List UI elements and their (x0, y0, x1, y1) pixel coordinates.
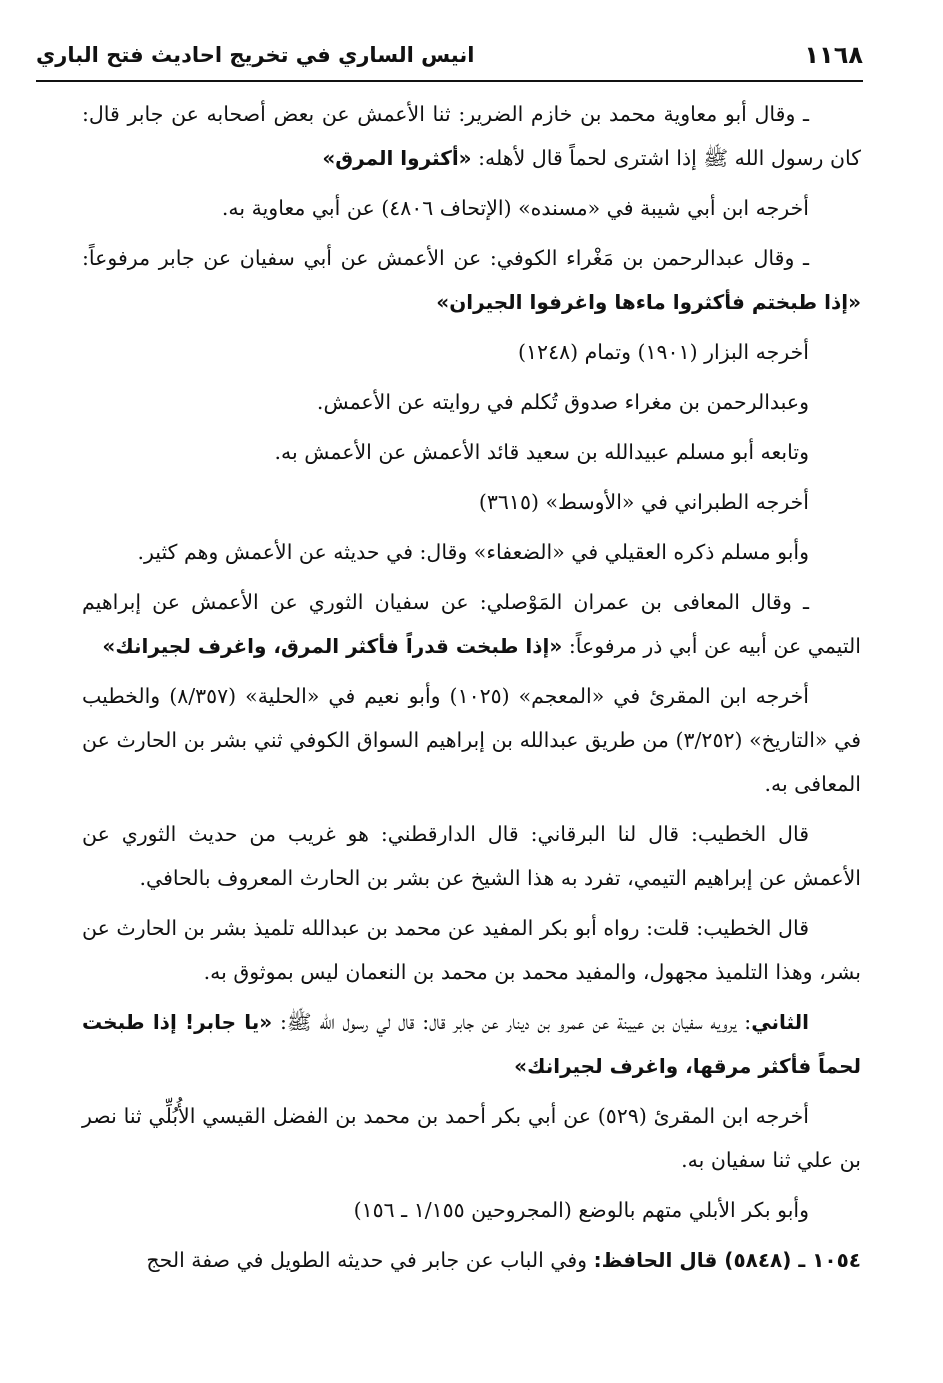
page-number: ١١٦٨ (804, 41, 863, 69)
paragraph (82, 1188, 861, 1232)
text-run: وعبدالرحمن بن مغراء صدوق تُكلم في روايته عن الأعمش. (316, 390, 809, 414)
running-title: انيس الساري في تخريج احاديث فتح الباري (36, 43, 475, 67)
paragraph (82, 580, 861, 668)
paragraph (82, 674, 861, 806)
paragraph (82, 430, 861, 474)
text-run: أخرجه ابن أبي شيبة في «مسنده» (الإتحاف ٤٨٠٦) عن أبي معاوية به. (221, 196, 809, 220)
bold-text: «إذا طبختم فأكثروا ماءها واغرفوا الجيران» (436, 290, 861, 314)
text-run: أخرجه البزار (١٩٠١) وتمام (١٢٤٨) (518, 340, 809, 364)
text-run: وأبو مسلم ذكره العقيلي في «الضعفاء» وقال: في حديثه عن الأعمش وهم كثير. (137, 540, 809, 564)
bold-text: «أكثروا المرق» (322, 146, 472, 170)
text-run: قال الخطيب: قلت: رواه أبو بكر المفيد عن محمد بن عبدالله تلميذ بشر بن الحارث عن بشر، وهذا التلميذ مجهول، والمفيد محمد بن محمد بن النعمان ليس بموثوق به. (82, 916, 861, 984)
paragraph (82, 1000, 861, 1088)
text-run: ـ وقال عبدالرحمن بن مَغْراء الكوفي: عن الأعمش عن أبي سفيان عن جابر مرفوعاً: (82, 246, 809, 270)
text-run: وتابعه أبو مسلم عبيدالله بن سعيد قائد الأعمش عن الأعمش به. (274, 440, 809, 464)
paragraph (82, 812, 861, 900)
paragraph (82, 186, 861, 230)
paragraph (82, 92, 861, 180)
paragraph (82, 330, 861, 374)
text-run: أخرجه ابن المقرئ في «المعجم» (١٠٢٥) وأبو نعيم في «الحلية» (٨/٣٥٧) والخطيب في «التاريخ» (٣/٢٥٢) من طريق عبدالله بن إبراهيم السواق الكوفي ثني بشر بن الحارث عن المعافى به. (82, 684, 861, 796)
paragraph (82, 1238, 861, 1282)
paragraph (82, 236, 861, 324)
paragraph (82, 380, 861, 424)
bold-text: «إذا طبخت قدراً فأكثر المرق، واغرف لجيرانك» (102, 634, 563, 658)
text-run: : يرويه سفيان بن عيينة عن عمرو بن دينار عن جابر قال: قال لي رسول الله ﷺ: (272, 1010, 752, 1034)
bold-text: «يا جابر! إذا طبخت لحماً فأكثر مرقها، واغرف لجيرانك» (82, 1010, 861, 1078)
paragraph (82, 480, 861, 524)
page-header (36, 30, 863, 82)
text-run: وأبو بكر الأبلي متهم بالوضع (المجروحين ١/١٥٥ ـ ١٥٦) (353, 1198, 809, 1222)
bold-text: الثاني (751, 1010, 810, 1034)
text-run: أخرجه الطبراني في «الأوسط» (٣٦١٥) (478, 490, 809, 514)
paragraph (82, 1094, 861, 1182)
text-run: قال الخطيب: قال لنا البرقاني: قال الدارقطني: هو غريب من حديث الثوري عن الأعمش عن إبراهيم التيمي، تفرد به هذا الشيخ عن بشر بن الحارث المعروف بالحافي. (82, 822, 861, 890)
text-run: ـ وقال أبو معاوية محمد بن خازم الضرير: ثنا الأعمش عن بعض أصحابه عن جابر قال: كان رسول الله ﷺ إذا اشترى لحماً قال لأهله: (82, 102, 861, 170)
body-text (82, 92, 861, 1343)
text-run: ـ وقال المعافى بن عمران المَوْصلي: عن سفيان الثوري عن الأعمش عن إبراهيم التيمي عن أبيه عن أبي ذر مرفوعاً: (82, 590, 861, 658)
bold-text: ١٠٥٤ ـ (٥٨٤٨) قال الحافظ: (593, 1248, 861, 1272)
paragraph (82, 906, 861, 994)
text-run: أخرجه ابن المقرئ (٥٢٩) عن أبي بكر أحمد بن محمد بن الفضل القيسي الأُبُلِّي ثنا نصر بن علي ثنا سفيان به. (82, 1104, 861, 1172)
text-run: وفي الباب عن جابر في حديثه الطويل في صفة الحج (146, 1248, 594, 1272)
paragraph (82, 530, 861, 574)
